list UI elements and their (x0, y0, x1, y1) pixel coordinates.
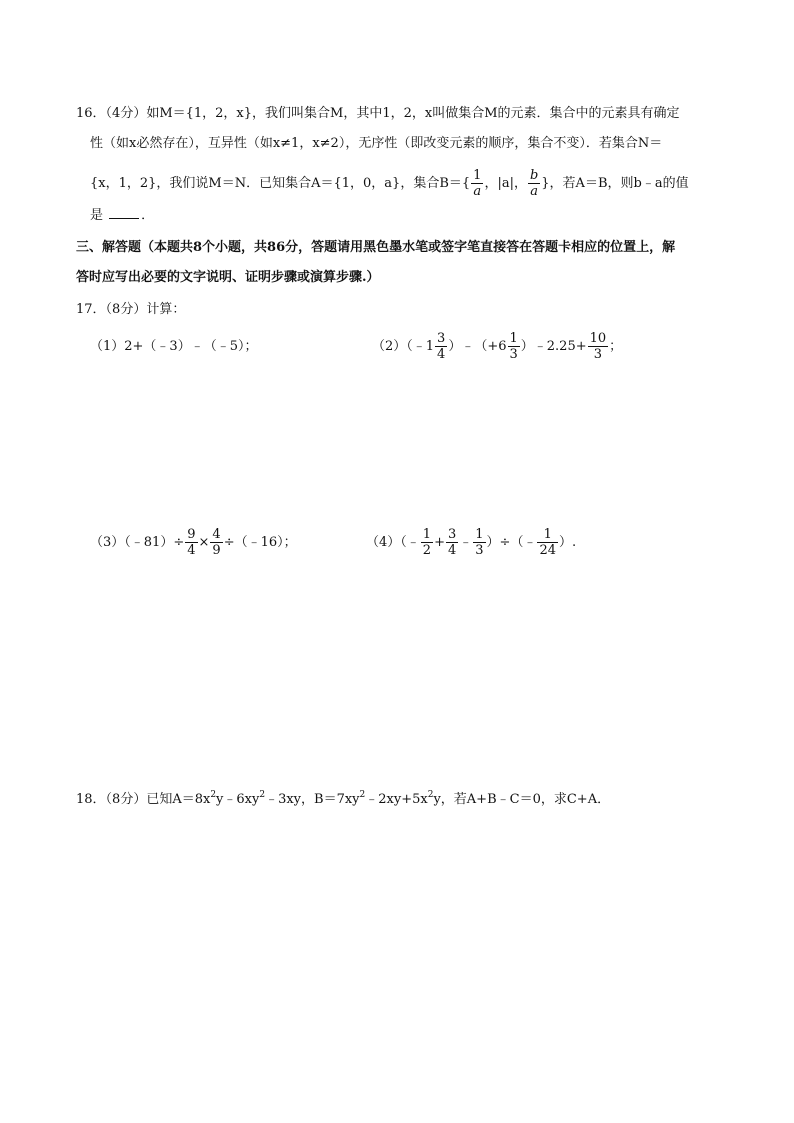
q17-part4-text-a: （4）（﹣ (366, 535, 420, 550)
fraction-denominator: 3 (475, 543, 484, 558)
fraction-numerator: 1 (475, 527, 484, 542)
q16-line4-text-b: ． (141, 208, 155, 223)
q16-line4-text-a: 是 (90, 208, 104, 223)
exponent: 2 (427, 790, 434, 800)
q17-part2-text-c: ）﹣2.25+ (520, 339, 587, 354)
fraction-numerator: 3 (447, 527, 457, 542)
fraction-denominator: a (473, 184, 482, 199)
exponent: 2 (359, 790, 366, 800)
q17-part3-text-c: ÷（﹣16）； (223, 535, 297, 550)
q16-line3 (90, 168, 689, 199)
q17-part4 (366, 526, 576, 560)
q17-part2 (372, 330, 622, 364)
q16-line3-text-a: {x，1，2}，我们说M＝N．已知集合A＝{1，0，a}，集合B＝{ (90, 176, 471, 191)
fraction-denominator: 2 (422, 543, 432, 558)
fraction-denominator: 24 (539, 543, 556, 558)
q17-title: 17．（8分）计算： (76, 302, 186, 317)
fraction-numerator: 3 (437, 331, 446, 346)
q18-prefix: 18．（8分）已知A＝8x (76, 792, 211, 807)
q16-line2: 性（如x必然存在），互异性（如x≠1，x≠2），无序性（即改变元素的顺序，集合不变）．若集合N＝ (90, 136, 663, 151)
q17-part3 (90, 526, 297, 560)
q17-part3-text-b: × (198, 535, 210, 550)
q18-mid3: ﹣2xy+5x (365, 792, 428, 807)
fraction-denominator: 4 (447, 543, 457, 558)
q17-part4-fraction-1 (421, 527, 433, 558)
exponent: 2 (210, 790, 217, 800)
q17-part2-fraction-1 (435, 331, 447, 362)
q16-fraction-b-over-a (528, 168, 540, 199)
fraction-denominator: 4 (437, 347, 446, 362)
q18-suffix: y，若A+B﹣C＝0，求C+A． (433, 792, 611, 807)
q17-part2-text-d: ； (609, 339, 623, 354)
fraction-denominator: a (530, 184, 538, 199)
fraction-numerator: 4 (212, 527, 221, 542)
q16-line4 (90, 206, 154, 226)
q18-mid1: y﹣6xy (216, 792, 260, 807)
q17-part4-fraction-3 (473, 527, 485, 558)
q18-mid2: ﹣3xy，B＝7xy (265, 792, 360, 807)
q16-fraction-1-over-a (471, 168, 483, 199)
q18-text (76, 790, 610, 810)
q17-part4-text-d: ）÷（﹣ (486, 535, 537, 550)
q17-part2-text-b: ）﹣（+6 (448, 339, 507, 354)
q17-part4-fraction-4 (537, 527, 558, 558)
answer-blank[interactable] (109, 206, 139, 219)
q17-part4-text-c: ﹣ (459, 535, 473, 550)
fraction-numerator: 9 (187, 527, 196, 542)
fraction-numerator: 10 (589, 331, 607, 346)
fraction-numerator: 1 (537, 527, 558, 543)
q17-part3-text-a: （3）（﹣81）÷ (90, 535, 185, 550)
q16-line3-text-c: }，若A＝B，则b﹣a的值 (541, 176, 689, 191)
fraction-numerator: 1 (422, 527, 432, 542)
fraction-denominator: 3 (593, 347, 603, 362)
section3-heading-line1: 三、解答题（本题共8个小题，共86分，答题请用黑色墨水笔或签字笔直接答在答题卡相应的位置上，解 (76, 240, 676, 255)
q17-part2-text-a: （2）（﹣1 (372, 339, 435, 354)
section3-heading-line2: 答时应写出必要的文字说明、证明步骤或演算步骤.） (76, 270, 380, 285)
q16-line3-text-b: ，|a|， (484, 176, 527, 191)
fraction-denominator: 3 (509, 347, 518, 362)
q17-part3-fraction-2 (210, 527, 222, 558)
fraction-numerator: b (529, 168, 539, 183)
fraction-denominator: 9 (212, 543, 221, 558)
q17-part2-fraction-3 (588, 331, 609, 362)
q17-part4-fraction-2 (446, 527, 458, 558)
exponent: 2 (259, 790, 266, 800)
q17-part1: （1）2+（﹣3）﹣（﹣5）； (90, 339, 258, 354)
q17-part2-fraction-2 (508, 331, 520, 362)
fraction-denominator: 4 (187, 543, 196, 558)
q16-line1: 16．（4分）如M＝{1，2，x}，我们叫集合M，其中1，2，x叫做集合M的元素．集合中的元素具有确定 (76, 106, 680, 121)
fraction-numerator: 1 (509, 331, 518, 346)
q17-part4-text-e: ）. (559, 535, 577, 550)
fraction-numerator: 1 (473, 168, 482, 183)
q17-part4-text-b: + (434, 535, 445, 550)
q17-part3-fraction-1 (185, 527, 197, 558)
